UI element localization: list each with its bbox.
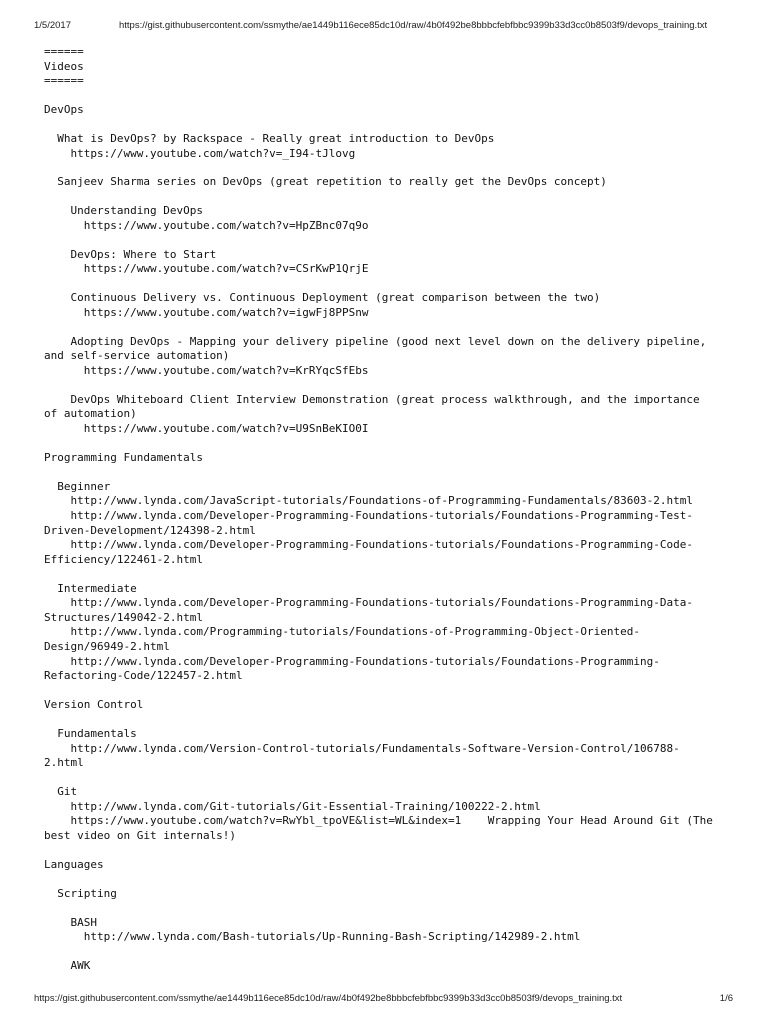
text-line: DevOps: Where to Start (44, 247, 217, 261)
text-line: Sanjeev Sharma series on DevOps (great repetition to really get the DevOps concept) (44, 175, 607, 189)
section-heading: Version Control (44, 698, 144, 712)
blank-line (44, 89, 734, 103)
blank-line (44, 872, 734, 886)
section-heading: Refactoring-Code/122457-2.html (44, 669, 243, 683)
section-heading: Structures/149042-2.html (44, 610, 203, 624)
text-line: Git (44, 785, 78, 799)
text-line: What is DevOps? by Rackspace - Really great introduction to DevOps (44, 131, 495, 145)
blank-line (44, 234, 734, 248)
section-heading: Programming Fundamentals (44, 450, 203, 464)
blank-line (44, 713, 734, 727)
url-line[interactable]: http://www.lynda.com/Developer-Programming-Foundations-tutorials/Foundations-Programming-Test- (44, 509, 694, 523)
url-line[interactable]: http://www.lynda.com/Developer-Programming-Foundations-tutorials/Foundations-Programming-Code- (44, 538, 694, 552)
section-heading: 2.html (44, 756, 84, 770)
section-heading: Languages (44, 857, 104, 871)
section-heading: DevOps (44, 103, 84, 117)
text-line: Beginner (44, 479, 111, 493)
url-line[interactable]: http://www.lynda.com/Developer-Programming-Foundations-tutorials/Foundations-Programming- (44, 654, 660, 668)
text-line: Continuous Delivery vs. Continuous Deployment (great comparison between the two) (44, 291, 601, 305)
text-line: Understanding DevOps (44, 204, 203, 218)
url-line[interactable]: http://www.lynda.com/Bash-tutorials/Up-Running-Bash-Scripting/142989-2.html (44, 930, 581, 944)
url-line[interactable]: https://www.youtube.com/watch?v=HpZBnc07q9o (44, 218, 369, 232)
url-line[interactable]: http://www.lynda.com/Developer-Programming-Foundations-tutorials/Foundations-Programming-Data- (44, 596, 694, 610)
blank-line (44, 321, 734, 335)
text-line: DevOps Whiteboard Client Interview Demonstration (great process walkthrough, and the importance (44, 392, 700, 406)
blank-line (44, 844, 734, 858)
print-date: 1/5/2017 (34, 20, 71, 31)
url-line[interactable]: http://www.lynda.com/JavaScript-tutorials/Foundations-of-Programming-Fundamentals/83603-2.html (44, 494, 694, 508)
text-line: Intermediate (44, 581, 137, 595)
page-number: 1/6 (719, 993, 733, 1004)
blank-line (44, 379, 734, 393)
section-heading: Efficiency/122461-2.html (44, 552, 203, 566)
rule-line: ====== (44, 74, 84, 88)
section-heading: Design/96949-2.html (44, 640, 170, 654)
print-footer-url: https://gist.githubusercontent.com/ssmythe/ae1449b116ece85dc10d/raw/4b0f492be8bbbcfebfbbc9399b33d3cc0b8503f9/devops_training.txt (34, 993, 623, 1004)
blank-line (44, 118, 734, 132)
url-line[interactable]: https://www.youtube.com/watch?v=igwFj8PPSnw (44, 305, 369, 319)
document-text (44, 45, 734, 974)
rule-line: ====== (44, 45, 84, 58)
url-line[interactable]: http://www.lynda.com/Git-tutorials/Git-Essential-Training/100222-2.html (44, 799, 541, 813)
section-heading: and self-service automation) (44, 349, 230, 363)
blank-line (44, 190, 734, 204)
section-heading: of automation) (44, 407, 137, 421)
url-line[interactable]: http://www.lynda.com/Version-Control-tutorials/Fundamentals-Software-Version-Control/106788- (44, 741, 680, 755)
section-heading: best video on Git internals!) (44, 828, 237, 842)
text-line: AWK (44, 959, 91, 973)
text-line: Adopting DevOps - Mapping your delivery pipeline (good next level down on the delivery pipeline, (44, 334, 707, 348)
blank-line (44, 437, 734, 451)
url-line[interactable]: https://www.youtube.com/watch?v=U9SnBeKIO0I (44, 422, 369, 436)
section-heading: Videos (44, 59, 84, 73)
text-line: Scripting (44, 886, 117, 900)
url-line[interactable]: https://www.youtube.com/watch?v=CSrKwP1QrjE (44, 262, 369, 276)
blank-line (44, 771, 734, 785)
blank-line (44, 567, 734, 581)
blank-line (44, 901, 734, 915)
url-line[interactable]: https://www.youtube.com/watch?v=_I94-tJlovg (44, 146, 356, 160)
blank-line (44, 466, 734, 480)
print-header-url: https://gist.githubusercontent.com/ssmythe/ae1449b116ece85dc10d/raw/4b0f492be8bbbcfebfbbc9399b33d3cc0b8503f9/devops_training.txt (119, 20, 708, 31)
section-heading: Driven-Development/124398-2.html (44, 523, 256, 537)
blank-line (44, 161, 734, 175)
blank-line (44, 277, 734, 291)
url-line[interactable]: https://www.youtube.com/watch?v=RwYbl_tpoVE&list=WL&index=1 Wrapping Your Head Around Git (The (44, 814, 713, 828)
text-line: Fundamentals (44, 727, 137, 741)
text-line: BASH (44, 915, 97, 929)
url-line[interactable]: https://www.youtube.com/watch?v=KrRYqcSfEbs (44, 363, 369, 377)
url-line[interactable]: http://www.lynda.com/Programming-tutorials/Foundations-of-Programming-Object-Oriented- (44, 625, 641, 639)
blank-line (44, 684, 734, 698)
blank-line (44, 945, 734, 959)
